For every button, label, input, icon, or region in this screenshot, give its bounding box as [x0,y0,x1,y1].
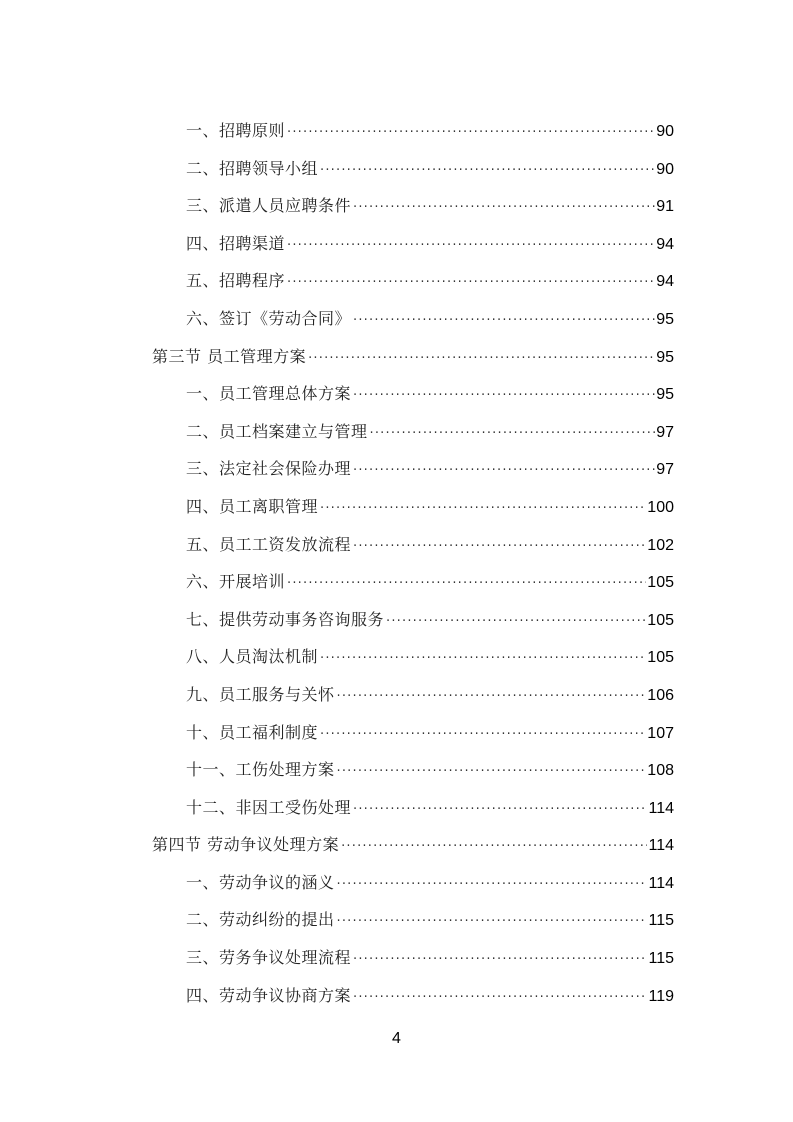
dot-leader [287,565,646,603]
toc-entry-title: 三、劳务争议处理流程 [186,948,352,968]
toc-entry[interactable] [152,150,674,188]
toc-entry-page: 95 [656,310,674,328]
dot-leader [337,866,648,904]
toc-entry-page: 114 [648,874,674,892]
toc-section-entry[interactable] [152,826,674,864]
dot-leader [353,189,655,227]
toc-entry-title: 二、劳动纠纷的提出 [186,910,335,930]
page-number: 4 [392,1030,401,1047]
dot-leader [353,302,655,340]
dot-leader [353,791,647,829]
toc-entry-title: 一、员工管理总体方案 [186,384,352,404]
dot-leader [353,528,646,566]
toc-entry[interactable] [152,262,674,300]
dot-leader [320,152,655,190]
toc-entry-page: 119 [648,987,674,1005]
toc-entry-title: 四、员工离职管理 [186,496,319,516]
toc-entry-page: 94 [656,235,674,253]
toc-entry-page: 100 [647,498,674,516]
toc-entry[interactable] [152,413,674,451]
toc-entry-title: 九、员工服务与关怀 [186,684,335,704]
toc-entry-title: 三、派遣人员应聘条件 [186,196,352,216]
toc-entry[interactable] [152,751,674,789]
toc-entry-title: 十一、工伤处理方案 [186,760,335,780]
toc-entry-page: 107 [647,724,674,742]
toc-entry[interactable] [152,300,674,338]
toc-entry-title: 三、法定社会保险办理 [186,459,352,479]
toc-entry-title: 一、招聘原则 [186,121,286,140]
toc-entry-page: 97 [656,461,674,479]
toc-entry-title: 十二、非因工受伤处理 [186,797,352,817]
toc-entry-page: 105 [647,649,674,667]
toc-entry[interactable] [152,526,674,564]
toc-entry[interactable] [152,676,674,714]
toc-entry[interactable] [152,601,674,639]
toc-entry[interactable] [152,977,674,1015]
toc-entry-title: 第四节 劳动争议处理方案 [152,835,340,855]
dot-leader [320,716,646,754]
toc-entry-page: 106 [647,686,674,704]
toc-entry[interactable] [152,375,674,413]
toc-entry-title: 八、人员淘汰机制 [186,647,319,667]
toc-entry-page: 91 [656,198,674,216]
toc-entry-page: 90 [656,160,674,178]
dot-leader [308,340,655,378]
table-of-contents [152,112,674,1014]
toc-entry-title: 七、提供劳动事务咨询服务 [186,609,385,629]
toc-entry-page: 95 [656,348,674,366]
toc-entry-page: 115 [648,950,674,968]
dot-leader [287,114,655,152]
toc-entry-title: 一、劳动争议的涵义 [186,872,335,892]
dot-leader [353,377,655,415]
toc-entry[interactable] [152,864,674,902]
toc-entry-page: 108 [647,762,674,780]
toc-entry-title: 二、招聘领导小组 [186,158,319,178]
toc-entry-title: 六、开展培训 [186,572,286,592]
toc-entry[interactable] [152,563,674,601]
toc-entry[interactable] [152,488,674,526]
toc-entry[interactable] [152,187,674,225]
toc-entry-title: 四、劳动争议协商方案 [186,985,352,1005]
toc-entry-page: 115 [648,912,674,930]
dot-leader [320,640,646,678]
toc-entry[interactable] [152,225,674,263]
toc-entry[interactable] [152,714,674,752]
dot-leader [287,227,655,265]
toc-entry-page: 90 [656,123,674,140]
toc-entry[interactable] [152,450,674,488]
dot-leader [353,941,647,979]
toc-entry-title: 十、员工福利制度 [186,722,319,742]
dot-leader [386,603,646,641]
toc-entry-page: 105 [647,574,674,592]
toc-entry[interactable] [152,112,674,150]
toc-section-entry[interactable] [152,338,674,376]
toc-entry-page: 94 [656,273,674,291]
dot-leader [320,490,646,528]
dot-leader [353,452,655,490]
dot-leader [337,753,647,791]
dot-leader [287,264,655,302]
toc-entry-page: 114 [648,837,674,855]
dot-leader [341,828,647,866]
toc-entry-title: 二、员工档案建立与管理 [186,421,368,441]
toc-entry-page: 97 [656,423,674,441]
toc-entry-title: 四、招聘渠道 [186,233,286,253]
toc-entry[interactable] [152,901,674,939]
dot-leader [370,415,656,453]
toc-entry-title: 六、签订《劳动合同》 [186,308,352,328]
toc-entry-page: 105 [647,611,674,629]
toc-entry-title: 第三节 员工管理方案 [152,346,307,366]
toc-entry[interactable] [152,789,674,827]
toc-entry-title: 五、员工工资发放流程 [186,534,352,554]
dot-leader [337,678,647,716]
toc-entry-title: 五、招聘程序 [186,271,286,291]
toc-entry[interactable] [152,939,674,977]
toc-entry-page: 102 [647,536,674,554]
dot-leader [337,903,648,941]
dot-leader [353,979,647,1017]
toc-entry[interactable] [152,638,674,676]
toc-entry-page: 114 [648,799,674,817]
toc-entry-page: 95 [656,386,674,404]
